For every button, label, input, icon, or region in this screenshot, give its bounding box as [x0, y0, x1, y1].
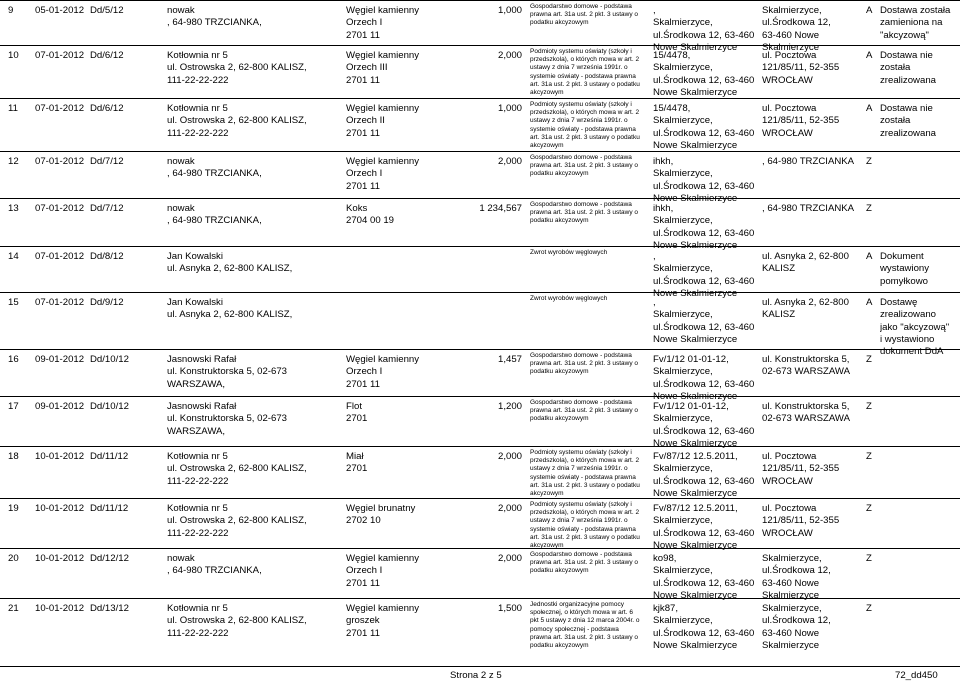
row-seller-address: 15/4478, Skalmierzyce, ul.Środkowa 12, 63-460 Nowe Skalmierzyce — [653, 50, 755, 98]
row-delivery-address: ul. Pocztowa 121/85/11, 52-355 WROCŁAW — [762, 503, 840, 539]
row-delivery-address: ul. Pocztowa 121/85/11, 52-355 WROCŁAW — [762, 50, 840, 86]
row-customer: Kotłownia nr 5 ul. Ostrowska 2, 62-800 KALISZ, 111-22-22-222 — [167, 451, 307, 487]
row-fuel-type: Flot 2701 — [346, 401, 368, 425]
row-number: 17 — [8, 401, 19, 412]
row-quantity: 1,457 — [497, 354, 522, 365]
row-date: 05-01-2012 — [35, 5, 85, 16]
row-date: 07-01-2012 — [35, 203, 85, 214]
row-customer: nowak , 64-980 TRZCIANKA, — [167, 553, 262, 577]
row-fuel-type: Węgiel kamienny groszek 2701 11 — [346, 603, 420, 639]
row-note: Dostawę zrealizowano jako "akcyzową" i wystawiono dokument DdA — [880, 297, 950, 358]
row-quantity: 2,000 — [497, 553, 522, 564]
row-status: A — [866, 50, 873, 61]
row-seller-address: 15/4478, Skalmierzyce, ul.Środkowa 12, 63-460 Nowe Skalmierzyce — [653, 103, 755, 151]
row-recipient-category: Zwrot wyrobów węglowych — [530, 295, 608, 302]
row-date: 09-01-2012 — [35, 401, 85, 412]
row-number: 13 — [8, 203, 19, 214]
row-quantity: 1,500 — [497, 603, 522, 614]
row-delivery-address: ul. Pocztowa 121/85/11, 52-355 WROCŁAW — [762, 103, 840, 139]
row-quantity: 2,000 — [497, 451, 522, 462]
row-date: 07-01-2012 — [35, 103, 85, 114]
row-delivery-address: Skalmierzyce, ul.Środkowa 12, 63-460 Nowe Skalmierzyce — [762, 603, 831, 651]
row-recipient-category: Gospodarstwo domowe - podstawa prawna art. 31a ust. 2 pkt. 3 ustawy o podatku akcyzowym — [530, 201, 639, 225]
row-recipient-category: Podmioty systemu oświaty (szkoły i przedszkola), o których mowa w art. 2 ustawy z dnia 7 września 1991r. o systemie oświaty - podstawa prawna art. 31a ust. 2 pkt. 3 ustawy o podatku akcyzowym — [530, 449, 640, 498]
row-date: 07-01-2012 — [35, 297, 85, 308]
row-number: 16 — [8, 354, 19, 365]
row-seller-address: ihkh, Skalmierzyce, ul.Środkowa 12, 63-460 Nowe Skalmierzyce — [653, 156, 755, 204]
row-recipient-category: Gospodarstwo domowe - podstawa prawna art. 31a ust. 2 pkt. 3 ustawy o podatku akcyzowym — [530, 399, 639, 423]
row-number: 20 — [8, 553, 19, 564]
document-id: 72_dd450 — [895, 670, 938, 681]
row-document-number: Dd/10/12 — [90, 354, 129, 365]
row-recipient-category: Podmioty systemu oświaty (szkoły i przedszkola), o których mowa w art. 2 ustawy z dnia 7 września 1991r. o systemie oświaty - podstawa prawna art. 31a ust. 2 pkt. 3 ustawy o podatku akcyzowym — [530, 48, 640, 97]
table-row — [0, 292, 960, 358]
row-number: 21 — [8, 603, 19, 614]
row-status: Z — [866, 156, 872, 167]
row-document-number: Dd/6/12 — [90, 50, 124, 61]
row-fuel-type: Węgiel kamienny Orzech I 2701 11 — [346, 354, 420, 390]
row-seller-address: , Skalmierzyce, ul.Środkowa 12, 63-460 Nowe Skalmierzyce — [653, 297, 755, 345]
row-customer: Jan Kowalski ul. Asnyka 2, 62-800 KALISZ, — [167, 251, 293, 275]
row-quantity: 2,000 — [497, 156, 522, 167]
table-row — [0, 396, 960, 447]
row-number: 9 — [8, 5, 14, 16]
row-recipient-category: Podmioty systemu oświaty (szkoły i przedszkola), o których mowa w art. 2 ustawy z dnia 7 września 1991r. o systemie oświaty - podstawa prawna art. 31a ust. 2 pkt. 3 ustawy o podatku akcyzowym — [530, 101, 640, 150]
row-fuel-type: Węgiel kamienny Orzech I 2701 11 — [346, 156, 420, 192]
row-document-number: Dd/5/12 — [90, 5, 124, 16]
row-delivery-address: Skalmierzyce, ul.Środkowa 12, 63-460 Nowe Skalmierzyce — [762, 5, 831, 53]
row-date: 10-01-2012 — [35, 503, 85, 514]
row-quantity: 1,200 — [497, 401, 522, 412]
row-document-number: Dd/6/12 — [90, 103, 124, 114]
table-row — [0, 349, 960, 402]
footer-divider — [0, 666, 960, 667]
row-date: 07-01-2012 — [35, 156, 85, 167]
table-row — [0, 548, 960, 599]
row-number: 11 — [8, 103, 18, 114]
row-customer: Kotłownia nr 5 ul. Ostrowska 2, 62-800 KALISZ, 111-22-22-222 — [167, 603, 307, 639]
row-customer: nowak , 64-980 TRZCIANKA, — [167, 5, 262, 29]
row-fuel-type: Węgiel kamienny Orzech I 2701 11 — [346, 553, 420, 589]
row-date: 10-01-2012 — [35, 553, 85, 564]
row-delivery-address: ul. Konstruktorska 5, 02-673 WARSZAWA — [762, 401, 850, 425]
table-row — [0, 498, 960, 549]
row-seller-address: , Skalmierzyce, ul.Środkowa 12, 63-460 Nowe Skalmierzyce — [653, 5, 755, 53]
row-delivery-address: ul. Asnyka 2, 62-800 KALISZ — [762, 297, 849, 321]
row-date: 10-01-2012 — [35, 603, 85, 614]
row-document-number: Dd/11/12 — [90, 451, 129, 462]
row-document-number: Dd/12/12 — [90, 553, 129, 564]
row-date: 10-01-2012 — [35, 451, 85, 462]
row-status: A — [866, 251, 873, 262]
row-date: 07-01-2012 — [35, 251, 85, 262]
row-quantity: 2,000 — [497, 50, 522, 61]
row-date: 09-01-2012 — [35, 354, 85, 365]
row-fuel-type: Węgiel kamienny Orzech I 2701 11 — [346, 5, 420, 41]
row-quantity: 1,000 — [497, 103, 522, 114]
row-status: Z — [866, 354, 872, 365]
row-status: A — [866, 103, 873, 114]
row-note: Dostawa nie została zrealizowana — [880, 50, 936, 86]
table-row — [0, 0, 960, 53]
row-document-number: Dd/7/12 — [90, 203, 124, 214]
row-delivery-address: ul. Pocztowa 121/85/11, 52-355 WROCŁAW — [762, 451, 840, 487]
row-number: 14 — [8, 251, 19, 262]
row-delivery-address: , 64-980 TRZCIANKA — [762, 203, 855, 214]
row-quantity: 2,000 — [497, 503, 522, 514]
row-quantity: 1 234,567 — [479, 203, 522, 214]
row-fuel-type: Węgiel kamienny Orzech II 2701 11 — [346, 103, 420, 139]
row-recipient-category: Zwrot wyrobów węglowych — [530, 249, 608, 256]
row-customer: Jasnowski Rafał ul. Konstruktorska 5, 02-673 WARSZAWA, — [167, 401, 287, 437]
row-status: Z — [866, 503, 872, 514]
table-row — [0, 198, 960, 251]
table-row — [0, 246, 960, 299]
row-status: A — [866, 297, 873, 308]
row-delivery-address: Skalmierzyce, ul.Środkowa 12, 63-460 Nowe Skalmierzyce — [762, 553, 831, 601]
row-seller-address: Fv/87/12 12.5.2011, Skalmierzyce, ul.Środkowa 12, 63-460 Nowe Skalmierzyce — [653, 451, 755, 499]
row-seller-address: ihkh, Skalmierzyce, ul.Środkowa 12, 63-460 Nowe Skalmierzyce — [653, 203, 755, 251]
row-delivery-address: ul. Konstruktorska 5, 02-673 WARSZAWA — [762, 354, 850, 378]
row-fuel-type: Koks 2704 00 19 — [346, 203, 395, 227]
row-number: 10 — [8, 50, 19, 61]
table-row — [0, 151, 960, 204]
table-row — [0, 446, 960, 499]
table-row — [0, 598, 960, 651]
row-status: Z — [866, 603, 872, 614]
row-number: 12 — [8, 156, 19, 167]
row-delivery-address: , 64-980 TRZCIANKA — [762, 156, 855, 167]
row-document-number: Dd/8/12 — [90, 251, 124, 262]
row-recipient-category: Jednostki organizacyjne pomocy społecznej, o których mowa w art. 6 pkt 5 ustawy z dnia 12 marca 2004r. o pomocy społecznej - podstawa prawna art. 31a ust. 2 pkt. 3 ustawy o podatku akcyzowym — [530, 601, 640, 650]
row-document-number: Dd/11/12 — [90, 503, 129, 514]
row-recipient-category: Gospodarstwo domowe - podstawa prawna art. 31a ust. 2 pkt. 3 ustawy o podatku akcyzowym — [530, 154, 639, 178]
row-note: Dokument wystawiony pomyłkowo — [880, 251, 930, 287]
row-status: A — [866, 5, 873, 16]
page-number: Strona 2 z 5 — [450, 670, 502, 681]
row-fuel-type: Miał 2701 — [346, 451, 368, 475]
table-row — [0, 45, 960, 99]
row-fuel-type: Węgiel brunatny 2702 10 — [346, 503, 416, 527]
row-seller-address: kjk87, Skalmierzyce, ul.Środkowa 12, 63-460 Nowe Skalmierzyce — [653, 603, 755, 651]
row-date: 07-01-2012 — [35, 50, 85, 61]
row-number: 19 — [8, 503, 19, 514]
table-row — [0, 98, 960, 152]
row-seller-address: ko98, Skalmierzyce, ul.Środkowa 12, 63-460 Nowe Skalmierzyce — [653, 553, 755, 601]
row-recipient-category: Gospodarstwo domowe - podstawa prawna art. 31a ust. 2 pkt. 3 ustawy o podatku akcyzowym — [530, 3, 639, 27]
row-seller-address: Fv/87/12 12.5.2011, Skalmierzyce, ul.Środkowa 12, 63-460 Nowe Skalmierzyce — [653, 503, 755, 551]
row-seller-address: Fv/1/12 01-01-12, Skalmierzyce, ul.Środkowa 12, 63-460 Nowe Skalmierzyce — [653, 401, 755, 449]
row-recipient-category: Gospodarstwo domowe - podstawa prawna art. 31a ust. 2 pkt. 3 ustawy o podatku akcyzowym — [530, 352, 639, 376]
row-document-number: Dd/13/12 — [90, 603, 129, 614]
row-document-number: Dd/9/12 — [90, 297, 124, 308]
row-customer: Kotłownia nr 5 ul. Ostrowska 2, 62-800 KALISZ, 111-22-22-222 — [167, 103, 307, 139]
row-status: Z — [866, 553, 872, 564]
row-note: Dostawa została zamieniona na "akcyzową" — [880, 5, 951, 41]
row-status: Z — [866, 451, 872, 462]
row-quantity: 1,000 — [497, 5, 522, 16]
row-customer: Kotłownia nr 5 ul. Ostrowska 2, 62-800 KALISZ, 111-22-22-222 — [167, 503, 307, 539]
row-document-number: Dd/7/12 — [90, 156, 124, 167]
row-note: Dostawa nie została zrealizowana — [880, 103, 936, 139]
row-number: 15 — [8, 297, 19, 308]
row-fuel-type: Węgiel kamienny Orzech III 2701 11 — [346, 50, 420, 86]
row-document-number: Dd/10/12 — [90, 401, 129, 412]
row-seller-address: Fv/1/12 01-01-12, Skalmierzyce, ul.Środkowa 12, 63-460 Nowe Skalmierzyce — [653, 354, 755, 402]
row-status: Z — [866, 401, 872, 412]
row-customer: Jasnowski Rafał ul. Konstruktorska 5, 02-673 WARSZAWA, — [167, 354, 287, 390]
row-recipient-category: Gospodarstwo domowe - podstawa prawna art. 31a ust. 2 pkt. 3 ustawy o podatku akcyzowym — [530, 551, 639, 575]
row-status: Z — [866, 203, 872, 214]
row-customer: Jan Kowalski ul. Asnyka 2, 62-800 KALISZ, — [167, 297, 293, 321]
row-customer: nowak , 64-980 TRZCIANKA, — [167, 156, 262, 180]
row-number: 18 — [8, 451, 19, 462]
row-customer: Kotłownia nr 5 ul. Ostrowska 2, 62-800 KALISZ, 111-22-22-222 — [167, 50, 307, 86]
row-customer: nowak , 64-980 TRZCIANKA, — [167, 203, 262, 227]
row-recipient-category: Podmioty systemu oświaty (szkoły i przedszkola), o których mowa w art. 2 ustawy z dnia 7 września 1991r. o systemie oświaty - podstawa prawna art. 31a ust. 2 pkt. 3 ustawy o podatku akcyzowym — [530, 501, 640, 550]
row-delivery-address: ul. Asnyka 2, 62-800 KALISZ — [762, 251, 849, 275]
row-seller-address: , Skalmierzyce, ul.Środkowa 12, 63-460 Nowe Skalmierzyce — [653, 251, 755, 299]
